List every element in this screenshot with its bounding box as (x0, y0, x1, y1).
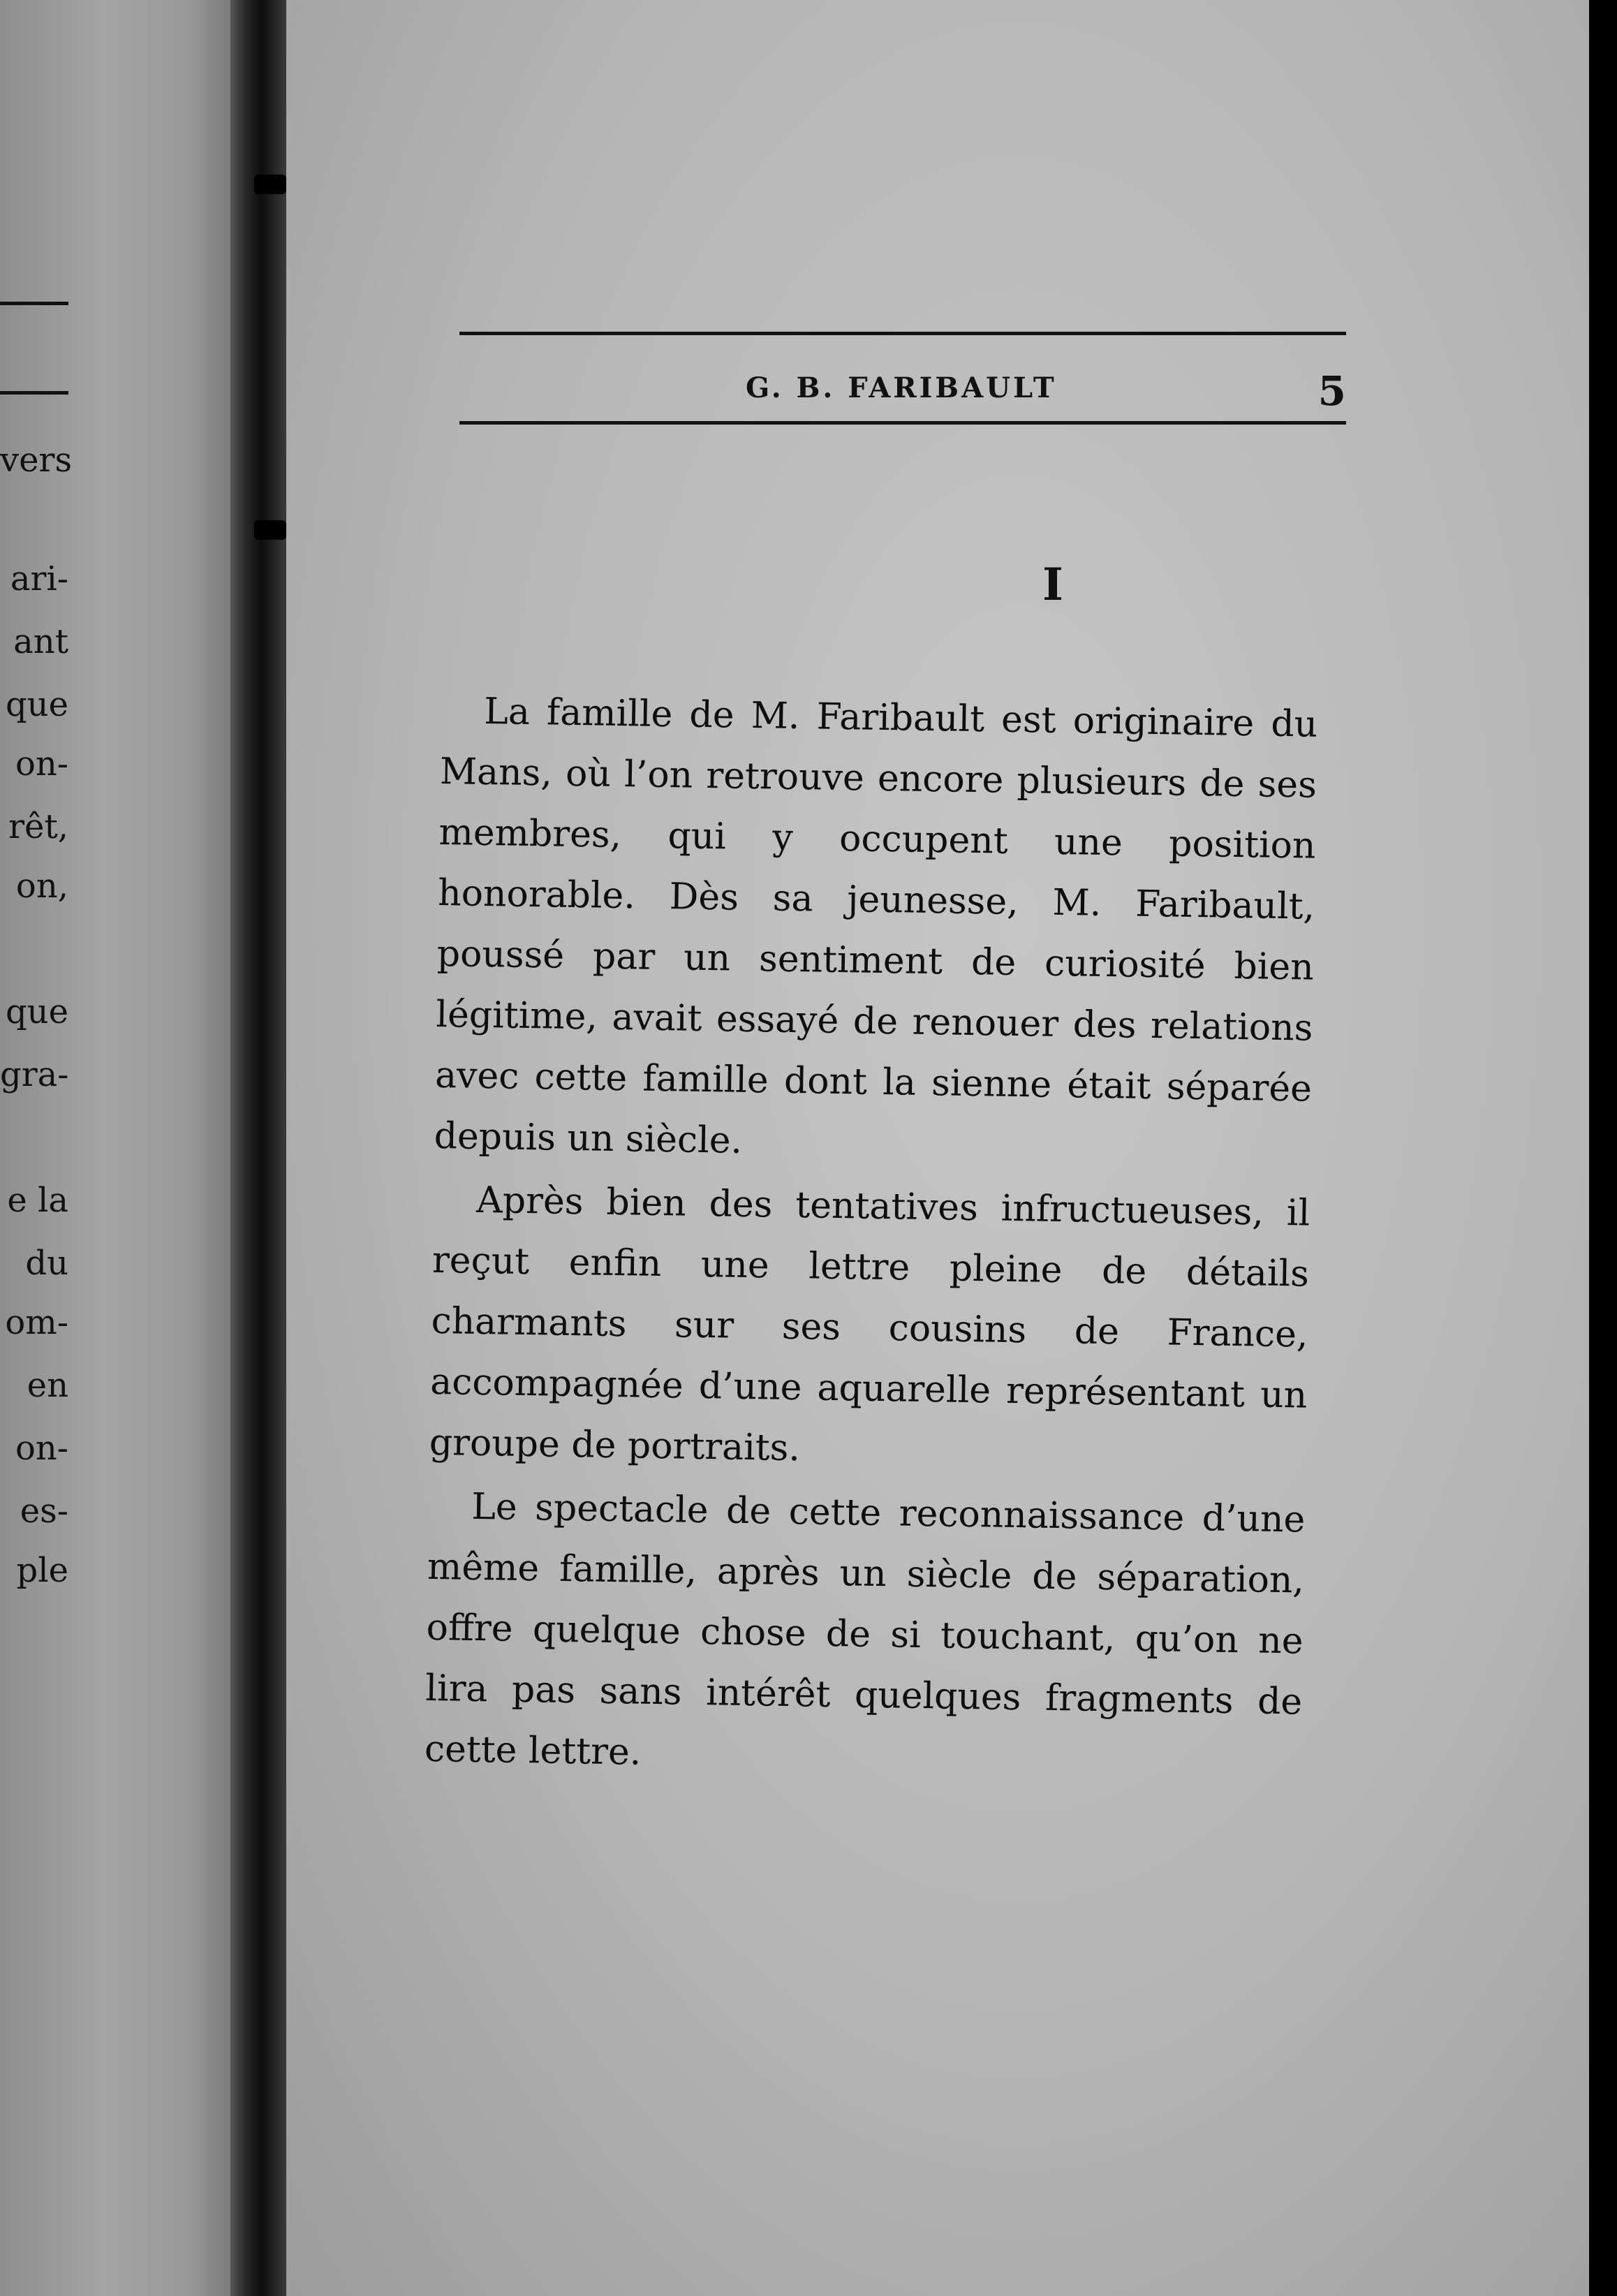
previous-page-line-ending: ant (13, 622, 68, 661)
previous-page-fragment (0, 0, 230, 2296)
book-gutter (230, 0, 286, 2296)
previous-page-line-ending: en (27, 1366, 68, 1405)
page-edge-shadow (1589, 0, 1617, 2296)
paragraph: Après bien des tentatives infructueuses, il reçut enfin une lettre pleine de détails charmants sur ses cousins de France, accompagnée d’une aquarelle représentant un groupe de portraits. (429, 1179, 1310, 1470)
previous-page-line-ending: ple (16, 1551, 68, 1590)
previous-page-line-ending: es- (20, 1492, 68, 1531)
previous-page-line-ending: on- (15, 1429, 68, 1468)
previous-page-line-ending: que (5, 992, 68, 1031)
previous-page-line-ending: rêt, (8, 807, 68, 846)
header-bottom-rule (459, 421, 1346, 425)
previous-page-line-ending: du (25, 1244, 68, 1283)
book-page (286, 0, 1617, 2296)
header-top-rule (459, 332, 1346, 335)
previous-page-rule (0, 391, 68, 395)
page-number: 5 (1317, 367, 1346, 415)
binding-stitch (254, 175, 286, 194)
previous-page-line-ending: e la (7, 1181, 68, 1220)
previous-page-line-ending: gra- (0, 1055, 69, 1094)
previous-page-rule (0, 302, 68, 305)
previous-page-line-ending: om- (5, 1303, 68, 1342)
paragraph: Le spectacle de cette reconnaissance d’une même famille, après un siècle de séparation, offre quelque chose de si touchant, qu’on ne lira pas sans intérêt quelques fragments de cette lettre. (424, 1485, 1306, 1774)
previous-page-line-ending: que (5, 685, 68, 724)
running-title: G. B. FARIBAULT (746, 371, 1057, 404)
running-head (459, 367, 1346, 415)
body-text (424, 681, 1318, 1797)
previous-page-line-ending: on, (15, 867, 68, 906)
paragraph: La famille de M. Faribault est originaire du Mans, où l’on retrouve encore plusieurs de ses membres, qui y occupent une position honorable. Dès sa jeunesse, M. Faribault, poussé par un sentiment de curiosité bien légitime, avait essayé de renouer des relations avec cette famille dont la sienne était séparée depuis un siècle. (434, 690, 1318, 1162)
chapter-numeral: I (1042, 559, 1063, 611)
previous-page-line-ending: on- (15, 744, 68, 783)
previous-page-line-ending: ari- (10, 559, 68, 598)
binding-stitch (254, 520, 286, 540)
previous-page-line-ending: vers (0, 441, 73, 480)
